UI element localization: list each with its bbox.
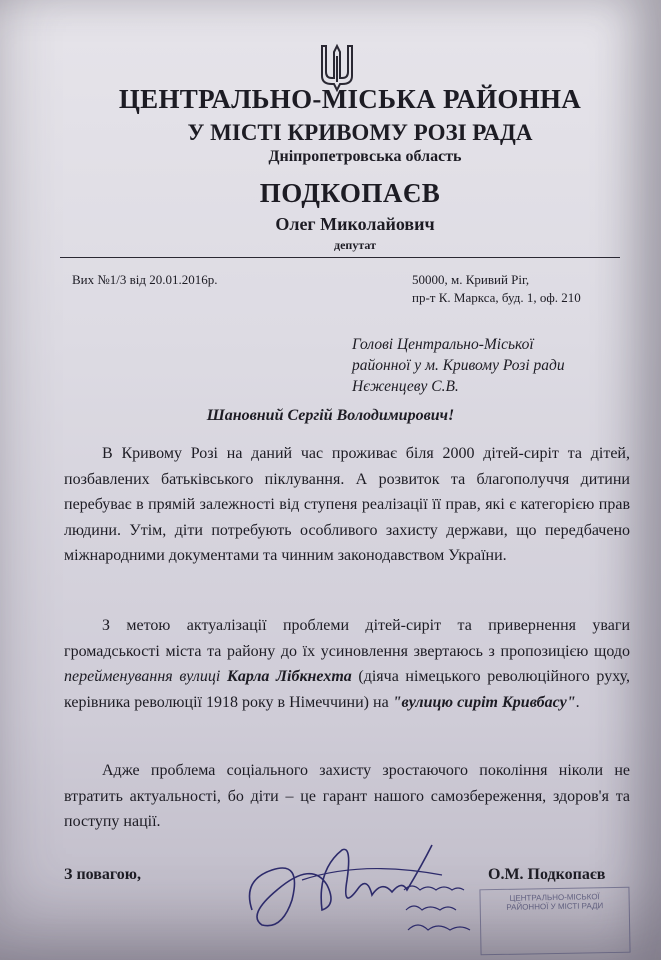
paragraph-2-text: З метою актуалізації проблеми дітей-сиріт та привернення уваги громадськості міста та району до їх усиновлення звертаюсь з пропозицією щодо	[64, 617, 630, 660]
recipient-line2: районної у м. Кривому Розі ради	[352, 357, 565, 374]
outgoing-number: Вих №1/3 від 20.01.2016р.	[72, 272, 218, 287]
paragraph-2-new-name: "вулицю сиріт Кривбасу"	[392, 693, 576, 711]
deputy-role: депутат	[334, 238, 376, 252]
salutation: Шановний Сергій Володимирович!	[206, 407, 455, 424]
paragraph-2-space	[220, 668, 227, 685]
address-line1: 50000, м. Кривий Ріг,	[412, 272, 530, 287]
handwritten-note	[400, 880, 480, 940]
paragraph-1	[64, 441, 630, 569]
paragraph-2	[64, 613, 630, 715]
closing-phrase: З повагою,	[64, 866, 141, 883]
recipient-block	[352, 334, 632, 397]
registration-stamp	[479, 887, 630, 956]
signer-name: О.М. Подкопаєв	[488, 866, 606, 883]
paragraph-3-text: Адже проблема соціального захисту зростаючого покоління ніколи не втратить актуальності, бо діти – це гарант нашого самозбереження, здоров'я та поступу нації.	[64, 762, 630, 830]
letterhead-divider	[60, 257, 620, 258]
recipient-line1: Голові Центрально-Міської	[352, 336, 534, 353]
paragraph-2-street-name: Карла Лібкнехта	[226, 668, 352, 685]
paragraph-1-text: В Кривому Розі на даний час проживає біля 2000 дітей-сиріт та дітей, позбавлених батьківського піклування. А розвиток та благополуччя дитини перебуває в прямій залежності від ступеня реалізації її прав, які є категорією прав людини. Утім, діти потребують особливого захисту держави, що передбачено міжнародними документами та чинним законодавством України.	[64, 445, 630, 564]
stamp-line2: РАЙОННОЇ У МІСТІ РАДИ	[506, 901, 604, 912]
organization-name-line1: ЦЕНТРАЛЬНО-МІСЬКА РАЙОННА	[118, 84, 582, 114]
organization-name-line2: У МІСТІ КРИВОМУ РОЗІ РАДА	[187, 120, 533, 145]
paragraph-2-text-cont: (діяча німецького революційного руху, керівника революції 1918 року в Німеччини) на	[64, 668, 630, 711]
stamp-line1: ЦЕНТРАЛЬНО-МІСЬКОЇ	[509, 892, 600, 903]
paragraph-3	[64, 758, 630, 835]
deputy-given-names: Олег Миколайович	[275, 214, 435, 234]
paragraph-2-rename-phrase: перейменування вулиці	[64, 668, 221, 685]
deputy-surname: ПОДКОПАЄВ	[259, 178, 441, 208]
address-line2: пр-т К. Маркса, буд. 1, оф. 210	[412, 290, 581, 305]
paragraph-2-end: .	[575, 693, 580, 711]
recipient-line3: Нєженцеву С.В.	[352, 378, 459, 395]
region: Дніпропетровська область	[268, 148, 462, 165]
